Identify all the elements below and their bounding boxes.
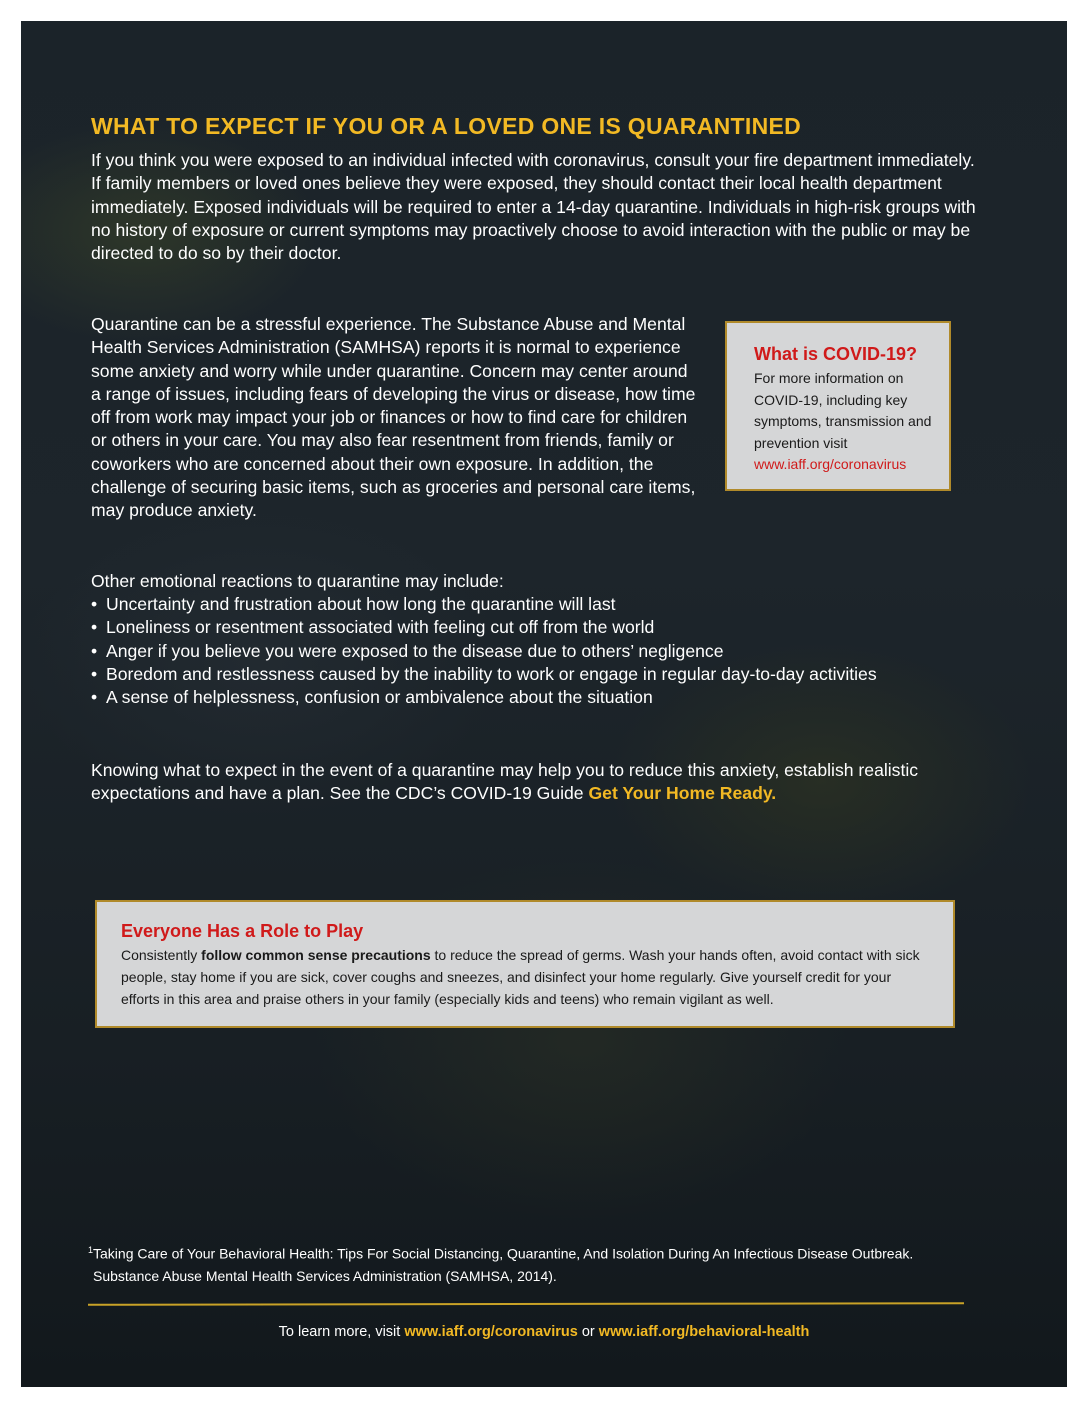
get-home-ready-link[interactable]: Get Your Home Ready. (588, 783, 777, 804)
footnote-marker: 1 (88, 1245, 94, 1255)
footer-middle: or (577, 1324, 599, 1340)
footnote-line-2: Substance Abuse Mental Health Services Administration (SAMHSA, 2014). (93, 1267, 557, 1284)
plan-paragraph (91, 759, 951, 806)
reactions-intro: Other emotional reactions to quarantine may include: (91, 571, 504, 591)
list-item (91, 616, 976, 639)
intro-paragraph: If you think you were exposed to an individual infected with coronavirus, consult your fire department immediately. If family members or loved ones believe they were exposed, they should contact their local health department immediately. Exposed individuals will be required to enter a 14-day quarantine. Individuals in high-risk groups with no history of exposure or current symptoms may proactively choose to avoid interaction with the public or may be directed to do so by their doctor. (91, 150, 976, 264)
bullet-icon: • (91, 687, 98, 708)
role-box-title: Everyone Has a Role to Play (121, 921, 364, 941)
list-item-text: Loneliness or resentment associated with feeling cut off from the world (106, 617, 655, 638)
info-box-body: For more information on COVID-19, including key symptoms, transmission and prevention visit (754, 370, 932, 451)
footnote-line-1 (88, 1239, 988, 1265)
quarantine-stress-paragraph: Quarantine can be a stressful experience. The Substance Abuse and Mental Health Services Administration (SAMHSA) reports it is normal to experience some anxiety and worry while under quarantine. Concern may center around a range of issues, including fears of developing the virus or disease, how time off from work may impact your job or finances or how to find care for children or others in your care. You may also fear resentment from friends, family or coworkers who are concerned about their own exposure. In addition, the challenge of securing basic items, such as groceries and personal care items, may produce anxiety. (91, 314, 696, 521)
role-body-emphasis: follow common sense precautions (201, 947, 431, 963)
bullet-icon: • (91, 594, 98, 614)
footnote-text-1: Taking Care of Your Behavioral Health: Tips For Social Distancing, Quarantine, And Isolation During An Infectious Disease Outbreak. (93, 1245, 914, 1262)
info-box-title: What is COVID-19? (754, 344, 918, 364)
role-body-suffix: to reduce the spread of germs. Wash your hands often, avoid contact with sick people, stay home if you are sick, cover coughs and sneezes, and disinfect your home regularly. Give yourself credit for your efforts in this area and praise others in your family (especially kids and teens) who remain vigilant as well. (121, 947, 920, 1007)
footer-behavioral-health-link[interactable]: www.iaff.org/behavioral-health (598, 1324, 810, 1340)
footer-prefix: To learn more, visit (278, 1324, 405, 1340)
role-body-prefix: Consistently (121, 947, 202, 963)
bullet-icon: • (91, 640, 98, 661)
list-item-text: Uncertainty and frustration about how long the quarantine will last (106, 594, 616, 614)
reactions-list (91, 593, 976, 709)
list-item (91, 686, 976, 709)
footer-divider (88, 1302, 964, 1306)
list-item (91, 663, 976, 686)
list-item (91, 593, 976, 616)
list-item-text: Anger if you believe you were exposed to the disease due to others’ negligence (106, 640, 724, 661)
footnote (88, 1239, 988, 1287)
page-title: WHAT TO EXPECT IF YOU OR A LOVED ONE IS QUARANTINED (91, 113, 802, 139)
bullet-icon: • (91, 663, 98, 684)
role-box (95, 900, 955, 1028)
footer-coronavirus-link[interactable]: www.iaff.org/coronavirus (404, 1324, 578, 1340)
list-item-text: A sense of helplessness, confusion or ambivalence about the situation (106, 687, 653, 708)
list-item (91, 640, 976, 663)
list-item-text: Boredom and restlessness caused by the inability to work or engage in regular day-to-day activities (106, 663, 877, 684)
plan-paragraph-text: Knowing what to expect in the event of a quarantine may help you to reduce this anxiety, establish realistic expectations and have a plan. See the CDC’s COVID-19 Guide (91, 760, 919, 804)
info-box-link[interactable]: www.iaff.org/coronavirus (754, 456, 907, 472)
role-box-body (121, 944, 923, 1010)
footer (21, 1324, 1067, 1340)
bullet-icon: • (91, 617, 98, 638)
covid-info-box (725, 321, 951, 491)
page (21, 21, 1067, 1387)
